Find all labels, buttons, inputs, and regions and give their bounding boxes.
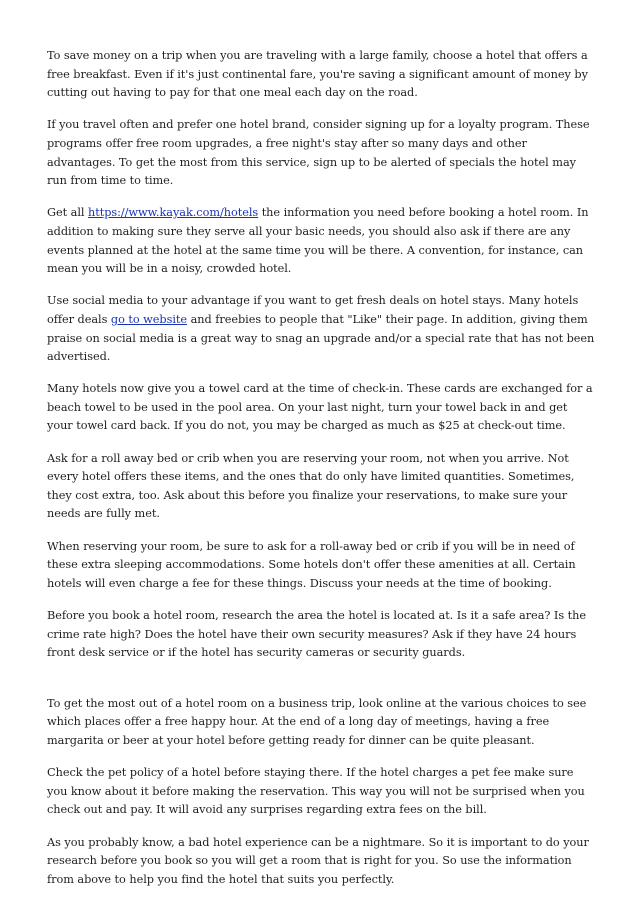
- kayak-hotels-link[interactable]: https://www.kayak.com/hotels: [88, 206, 259, 220]
- go-to-website-link[interactable]: go to website: [110, 312, 188, 326]
- paragraph-conclusion: As you probably know, a bad hotel experience can be a nightmare. So it is important to do your research before you book so you will get a room that is right for you. So use the information from above to help you find the hotel that suits you perfectly.: [47, 835, 589, 886]
- paragraph-text: the information you need before booking a hotel room. In addition to making sure they serve all your basic needs, you should also ask if there are any events planned at the hotel at the same time you will be there. A convention, for instance, can mean you will be in a noisy, crowded hotel.: [47, 206, 589, 276]
- paragraph-text: Use social media to your advantage if you want to get fresh deals on hotel stays. Many hotels offer deals: [47, 294, 579, 326]
- paragraph-text: and freebies to people that "Like" their page. In addition, giving them praise on social media is a great way to snag an upgrade and/or a special rate that has not been advertised.: [47, 312, 595, 364]
- paragraph-kayak-info: [47, 204, 595, 278]
- paragraph-pet-policy: Check the pet policy of a hotel before staying there. If the hotel charges a pet fee make sure you know about it before making the reservation. This way you will not be surprised when you check out and pay. It will avoid any surprises regarding extra fees on the bill.: [47, 766, 585, 817]
- paragraph-roll-away-bed: Ask for a roll away bed or crib when you are reserving your room, not when you arrive. Not every hotel offers these items, and the ones that do only have limited quantities. Sometimes, they cost extra, too. Ask about this before you finalize your reservations, to make sure your needs are fully met.: [47, 451, 575, 521]
- paragraph-text: Get all: [47, 206, 88, 220]
- paragraph-research-area: Before you book a hotel room, research the area the hotel is located at. Is it a safe area? Is the crime rate high? Does the hotel have their own security measures? Ask if they have 24 hours front desk service or if the hotel has security cameras or security guards.: [47, 609, 586, 660]
- paragraph-towel-card: Many hotels now give you a towel card at the time of check-in. These cards are exchanged for a beach towel to be used in the pool area. On your last night, turn your towel back in and get your towel card back. If you do not, you may be charged as much as $25 at check-out time.: [47, 382, 593, 433]
- paragraph-free-breakfast: To save money on a trip when you are traveling with a large family, choose a hotel that offers a free breakfast. Even if it's just continental fare, you're saving a significant amount of money by cutting out having to pay for that one meal each day on the road.: [47, 49, 588, 100]
- paragraph-loyalty-program: If you travel often and prefer one hotel brand, consider signing up for a loyalty program. These programs offer free room upgrades, a free night's stay after so many days and other advantages. To get the most from this service, sign up to be alerted of specials the hotel may run from time to time.: [47, 118, 590, 188]
- paragraph-business-trip: To get the most out of a hotel room on a business trip, look online at the various choices to see which places offer a free happy hour. At the end of a long day of meetings, having a free margarita or beer at your hotel before getting ready for dinner can be quite pleasant.: [47, 696, 587, 747]
- paragraph-reserving-room: When reserving your room, be sure to ask for a roll-away bed or crib if you will be in need of these extra sleeping accommodations. Some hotels don't offer these amenities at all. Certain hotels will even charge a fee for these things. Discuss your needs at the time of booking.: [47, 539, 576, 590]
- paragraph-social-media: [47, 292, 595, 366]
- document-body: [47, 47, 595, 903]
